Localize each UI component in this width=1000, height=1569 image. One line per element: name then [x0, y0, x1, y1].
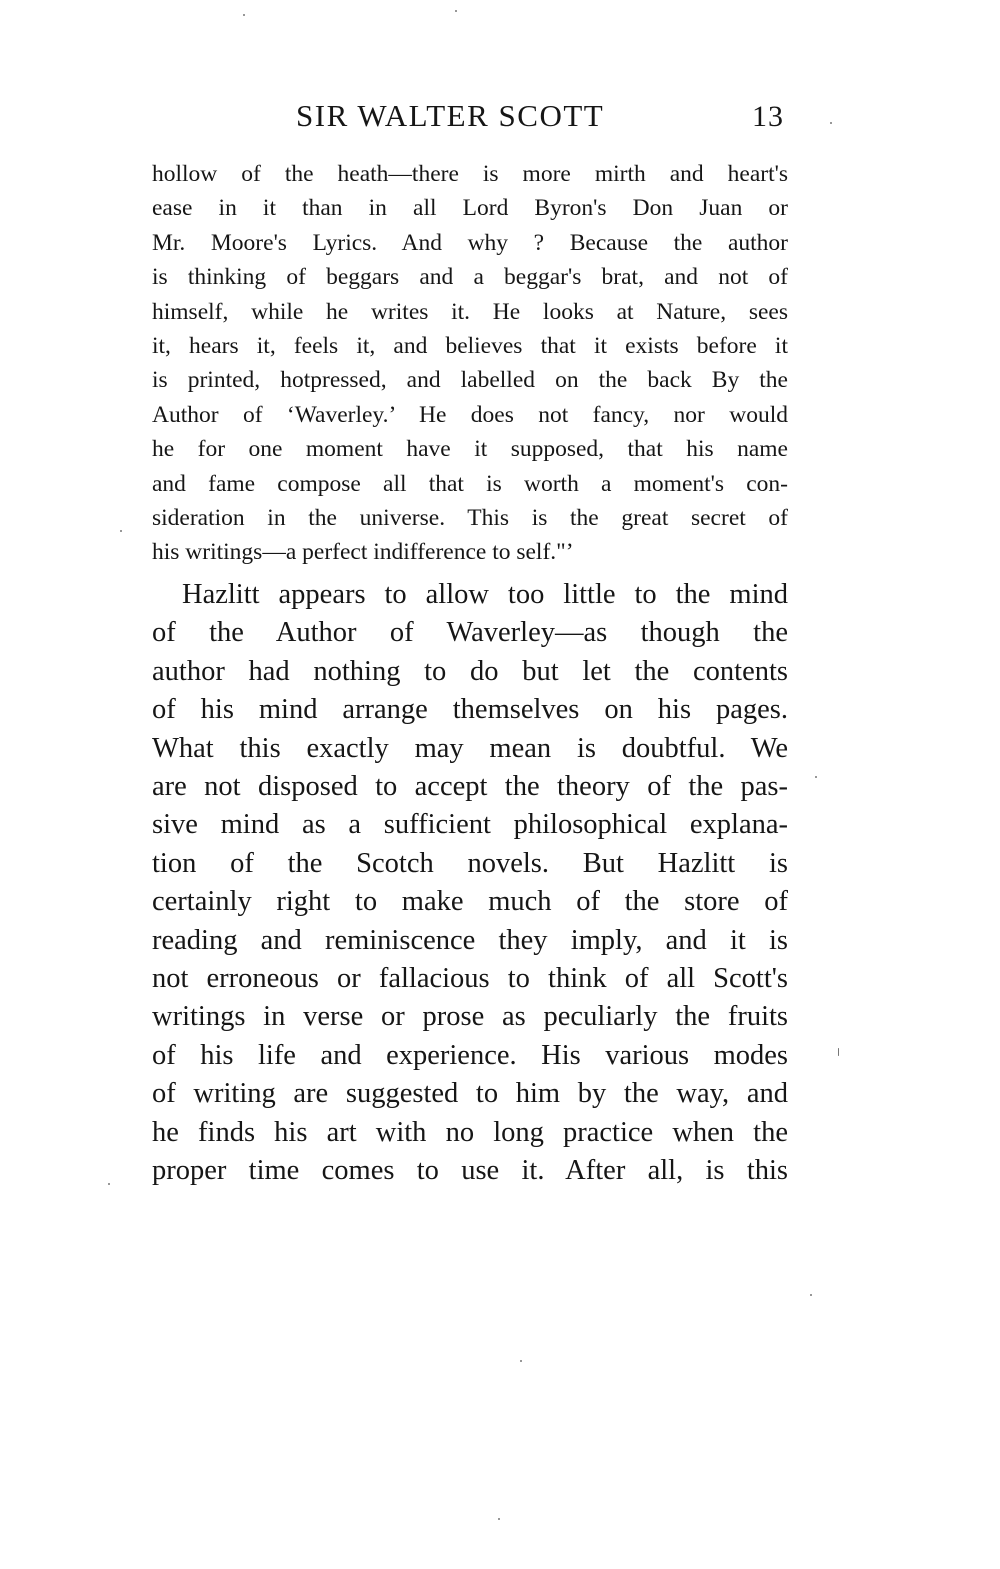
body-line: of the Author of Waverley—as though the: [152, 617, 788, 649]
body-line: author had nothing to do but let the contents: [152, 655, 788, 687]
body-line: sive mind as a sufficient philosophical explana-: [152, 809, 788, 841]
body-line: not erroneous or fallacious to think of all Scott's: [152, 963, 788, 995]
running-head: [152, 98, 788, 142]
quote-line: it, hears it, feels it, and believes that it exists before it: [152, 333, 788, 360]
quote-line: sideration in the universe. This is the great secret of: [152, 505, 788, 532]
body-line: tion of the Scotch novels. But Hazlitt is: [152, 847, 788, 879]
quoted-passage: [152, 157, 788, 570]
body-line: writings in verse or prose as peculiarly the fruits: [152, 1001, 788, 1033]
quote-line: Mr. Moore's Lyrics. And why ? Because the author: [152, 229, 788, 256]
scan-speck: [243, 14, 245, 16]
quote-line: his writings—a perfect indifference to self."’: [152, 539, 574, 566]
body-line: of his mind arrange themselves on his pages.: [152, 694, 788, 726]
body-line: he finds his art with no long practice when the: [152, 1116, 788, 1148]
body-line: reading and reminiscence they imply, and it is: [152, 924, 788, 956]
scan-speck: [520, 1360, 522, 1362]
page-number: 13: [752, 100, 784, 133]
body-line: What this exactly may mean is doubtful. We: [152, 732, 788, 764]
running-title: SIR WALTER SCOTT: [296, 98, 605, 133]
body-paragraph: [152, 576, 788, 1191]
quote-line: hollow of the heath—there is more mirth and heart's: [152, 161, 788, 187]
scan-speck: [108, 1183, 110, 1185]
quote-line: is printed, hotpressed, and labelled on the back By the: [152, 367, 788, 394]
scan-speck: [455, 10, 457, 12]
scan-speck: [498, 1518, 500, 1520]
body-line: proper time comes to use it. After all, is this: [152, 1155, 788, 1187]
quote-line: is thinking of beggars and a beggar's brat, and not of: [152, 264, 788, 291]
quote-line: Author of ‘Waverley.’ He does not fancy, nor would: [152, 401, 788, 428]
body-line: of writing are suggested to him by the way, and: [152, 1078, 788, 1110]
scan-speck: [838, 1048, 839, 1056]
quote-line: ease in it than in all Lord Byron's Don Juan or: [152, 195, 788, 222]
body-line: are not disposed to accept the theory of the pas-: [152, 771, 788, 803]
scan-speck: [810, 1294, 812, 1296]
body-line: certainly right to make much of the store of: [152, 886, 788, 918]
scan-speck: [815, 776, 817, 778]
body-line: Hazlitt appears to allow too little to the mind: [182, 579, 788, 610]
scan-speck: [830, 122, 832, 124]
quote-line: himself, while he writes it. He looks at Nature, sees: [152, 298, 788, 325]
body-line: of his life and experience. His various modes: [152, 1039, 788, 1071]
scan-speck: [120, 530, 122, 532]
quote-line: and fame compose all that is worth a moment's con-: [152, 470, 788, 497]
quote-line: he for one moment have it supposed, that his name: [152, 436, 788, 463]
